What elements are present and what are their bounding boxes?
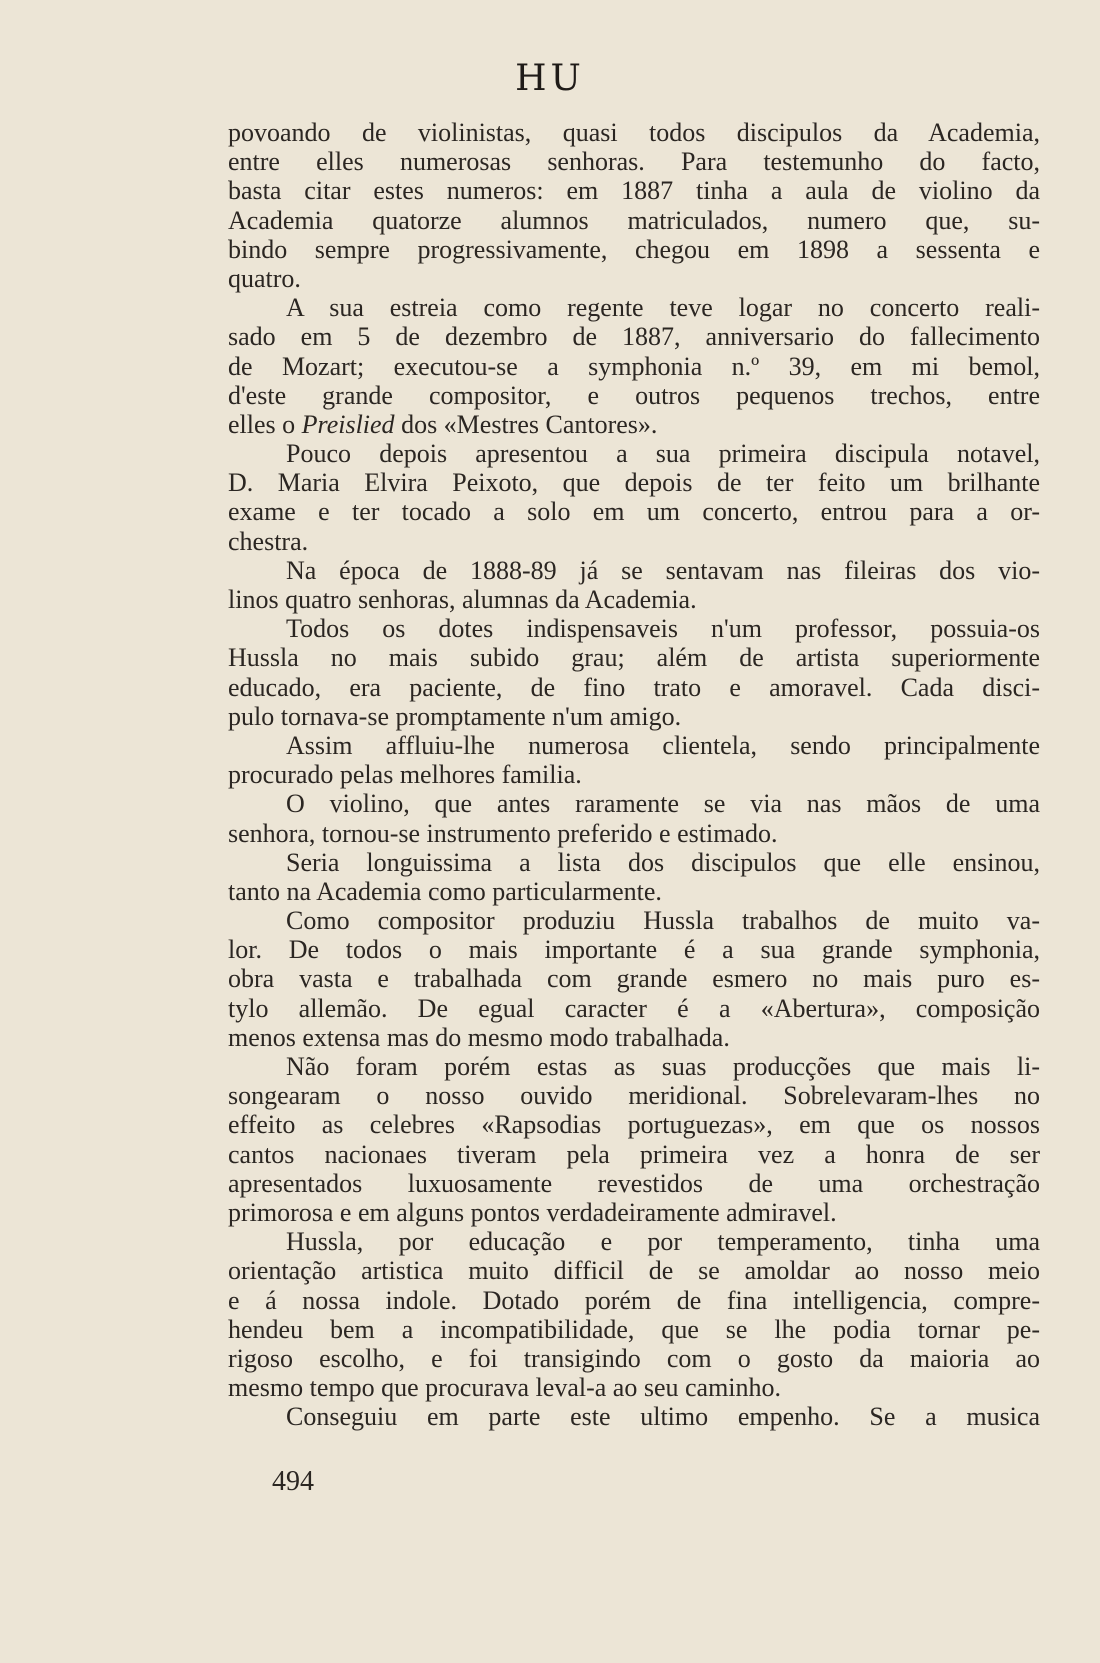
text-span: pulo tornava-se promptamente n'um amigo. [228,701,682,731]
text-line [228,848,1040,877]
text-line [228,789,1040,818]
text-span: elles o [228,409,302,439]
page-number: 494 [272,1466,314,1497]
text-line [228,1198,1040,1227]
text-line [228,322,1040,351]
text-line [228,1286,1040,1315]
text-span: tanto na Academia como particularmente. [228,876,662,906]
text-line [228,643,1040,672]
text-span: educado, era paciente, de fino trato e amoravel. Cada disci- [228,672,1040,702]
text-span: de Mozart; executou-se a symphonia n.º 39, em mi bemol, [228,351,1040,381]
text-line [228,497,1040,526]
text-span: tylo allemão. De egual caracter é a «Abertura», composição [228,993,1040,1023]
text-line [228,585,1040,614]
text-line [228,1315,1040,1344]
text-span: hendeu bem a incompatibilidade, que se lhe podia tornar pe- [228,1314,1040,1344]
text-line [228,1402,1040,1431]
italic-title: Preislied [301,409,395,439]
text-line [228,527,1040,556]
text-span: D. Maria Elvira Peixoto, que depois de ter feito um brilhante [228,468,1040,498]
text-span: Seria longuissima a lista dos discipulos que elle ensinou, [286,847,1040,877]
text-span: Conseguiu em parte este ultimo empenho. Se a musica [286,1402,1040,1432]
text-span: songearam o nosso ouvido meridional. Sobrelevaram-lhes no [228,1081,1040,1111]
text-line [228,1140,1040,1169]
text-span: Pouco depois apresentou a sua primeira discipula notavel, [286,439,1040,469]
text-line [228,877,1040,906]
text-span: dos «Mestres Cantores». [394,409,658,439]
text-span: obra vasta e trabalhada com grande esmero no mais puro es- [228,964,1040,994]
text-line [228,235,1040,264]
text-span: Assim affluiu-lhe numerosa clientela, sendo principalmente [286,730,1040,760]
text-span: basta citar estes numeros: em 1887 tinha a aula de violino da [228,176,1040,206]
text-line [228,731,1040,760]
text-line [228,118,1040,147]
text-span: primorosa e em alguns pontos verdadeiramente admiravel. [228,1197,837,1227]
text-span: procurado pelas melhores familia. [228,760,582,790]
text-line [228,906,1040,935]
text-line [228,1169,1040,1198]
text-span: senhora, tornou-se instrumento preferido e estimado. [228,818,778,848]
text-line [228,1110,1040,1139]
text-line [228,760,1040,789]
text-span: Como compositor produziu Hussla trabalhos de muito va- [286,906,1040,936]
text-line [228,556,1040,585]
text-line [228,702,1040,731]
text-span: linos quatro senhoras, alumnas da Academia. [228,585,697,614]
running-header: HU [515,58,585,99]
text-span: orientação artistica muito difficil de se amoldar ao nosso meio [228,1256,1040,1286]
text-line [228,994,1040,1023]
text-span: rigoso escolho, e foi transigindo com o gosto da maioria ao [228,1343,1040,1373]
text-line [228,147,1040,176]
text-line [228,935,1040,964]
text-line [228,614,1040,643]
text-span: Todos os dotes indispensaveis n'um professor, possuia-os [286,614,1040,644]
text-line [228,264,1040,293]
text-span: Academia quatorze alumnos matriculados, numero que, su- [228,205,1040,235]
text-line [228,468,1040,497]
text-span: e á nossa indole. Dotado porém de fina intelligencia, compre- [228,1285,1040,1315]
text-line [228,206,1040,235]
text-span: exame e ter tocado a solo em um concerto, entrou para a or- [228,497,1040,527]
text-span: lor. De todos o mais importante é a sua grande symphonia, [228,935,1040,965]
text-span: quatro. [228,263,301,293]
text-line [228,352,1040,381]
text-line [228,293,1040,322]
text-line [228,381,1040,410]
text-span: Hussla no mais subido grau; além de artista superiormente [228,643,1040,673]
text-span: chestra. [228,526,309,556]
text-line [228,1081,1040,1110]
text-line [228,1227,1040,1256]
text-line [228,1256,1040,1285]
text-span: bindo sempre progressivamente, chegou em 1898 a sessenta e [228,234,1040,264]
text-span: O violino, que antes raramente se via nas mãos de uma [286,789,1040,819]
text-span: menos extensa mas do mesmo modo trabalhada. [228,1022,730,1052]
text-line [228,1023,1040,1052]
text-span: effeito as celebres «Rapsodias portuguezas», em que os nossos [228,1110,1040,1140]
text-line [228,964,1040,993]
text-line [228,1373,1040,1402]
text-line [228,1344,1040,1373]
text-span: mesmo tempo que procurava leval-a ao seu caminho. [228,1373,782,1403]
text-span: d'este grande compositor, e outros pequenos trechos, entre [228,380,1040,410]
body-text [228,118,1040,1431]
text-span: povoando de violinistas, quasi todos discipulos da Academia, [228,118,1040,147]
text-span: Hussla, por educação e por temperamento, tinha uma [286,1227,1040,1257]
text-line [228,673,1040,702]
text-line [228,1052,1040,1081]
text-span: entre elles numerosas senhoras. Para testemunho do facto, [228,147,1040,177]
text-line [228,439,1040,468]
text-line [228,176,1040,205]
text-span: A sua estreia como regente teve logar no concerto reali- [286,293,1040,323]
text-span: Na época de 1888-89 já se sentavam nas fileiras dos vio- [286,555,1040,585]
text-span: apresentados luxuosamente revestidos de uma orchestração [228,1168,1040,1198]
text-span: sado em 5 de dezembro de 1887, anniversario do fallecimento [228,322,1040,352]
text-line [228,410,1040,439]
text-span: Não foram porém estas as suas producções que mais li- [286,1052,1040,1081]
text-line [228,819,1040,848]
text-span: cantos nacionaes tiveram pela primeira vez a honra de ser [228,1139,1040,1169]
